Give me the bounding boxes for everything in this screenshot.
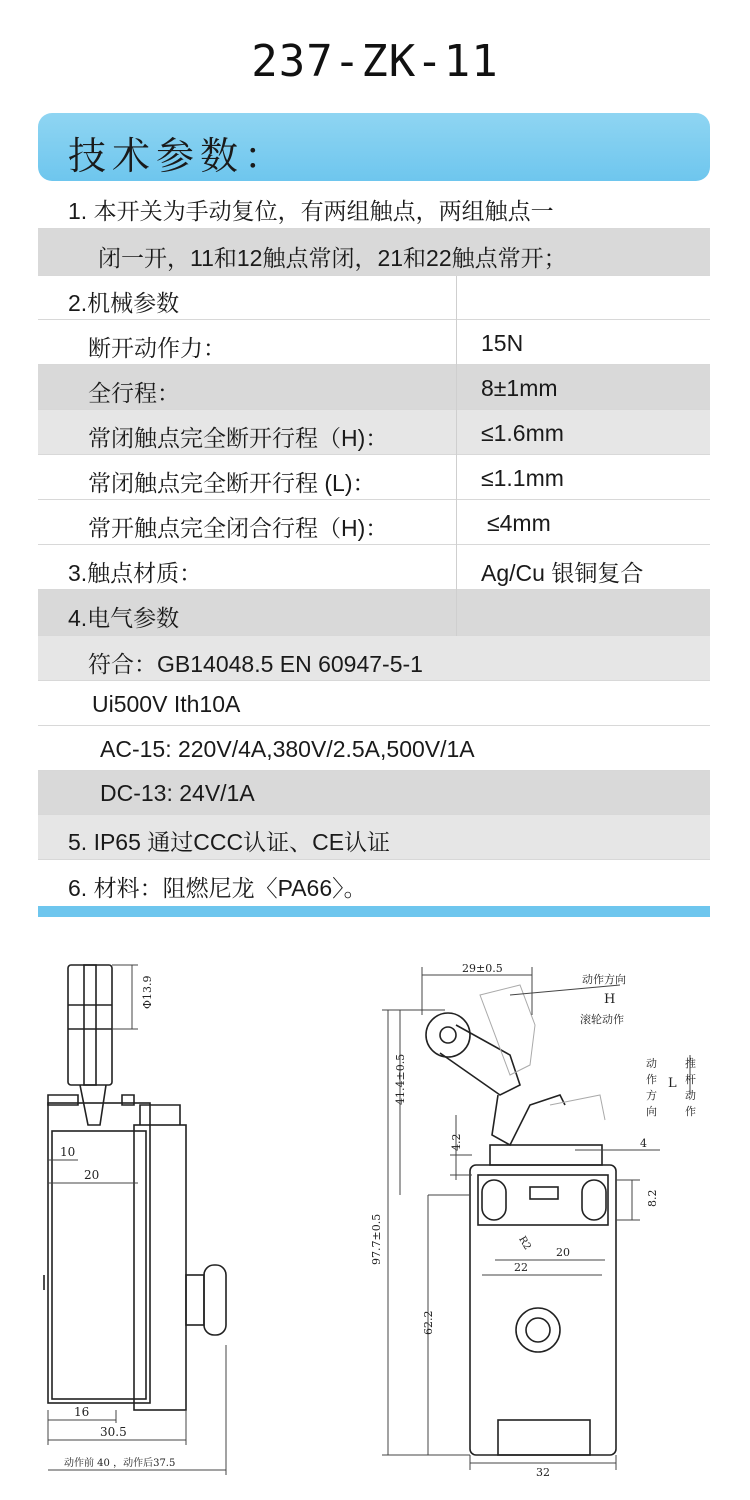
desc-row-1 [38,183,710,229]
elec-row [38,771,710,815]
mech-row [38,500,710,545]
cert-text: 5. IP65 通过CCC认证、CE认证 [68,829,391,855]
dim-label: 动作方向 [582,973,626,986]
elec-line: AC-15: 220V/4A,380V/2.5A,500V/1A [100,736,475,762]
desc-line-2: 闭一开，11和12触点常闭，21和22触点常开； [98,245,567,271]
mech-header: 2.机械参数 [68,290,180,316]
mech-row [38,455,710,500]
dim-label: 32 [536,1466,550,1479]
dim-label: 方 [646,1089,657,1102]
mech-value: 8±1mm [481,375,558,401]
dim-label: 滚轮动作 [580,1013,624,1026]
side-view-drawing [30,945,250,1485]
mech-label: 全行程： [88,380,180,406]
dim-label: R2 [516,1234,533,1253]
dim-label: 41.4±0.5 [394,1053,407,1105]
dim-label: 4 [640,1137,647,1150]
contact-material-row [38,545,710,590]
dim-label: 推 [685,1057,696,1070]
mech-value: ≤1.6mm [481,420,564,446]
dim-label: 30.5 [100,1425,127,1439]
dim-label: 杆 [685,1073,696,1086]
desc-row-2 [38,229,710,276]
elec-row [38,636,710,681]
dim-label: 动作前 40 ，动作后37.5 [64,1458,176,1469]
elec-line: 符合：GB14048.5 EN 60947-5-1 [88,651,423,677]
dim-label: 作 [685,1105,696,1118]
mech-value: ≤1.1mm [481,465,564,491]
section-banner [38,113,710,181]
mech-label: 常闭触点完全断开行程 (L)： [88,470,376,496]
elec-header-row [38,590,710,636]
dim-label: 10 [60,1145,76,1159]
dim-label: 62.2 [422,1310,435,1335]
dim-label: L [668,1076,677,1091]
elec-header: 4.电气参数 [68,605,180,631]
dim-label: 20 [556,1246,570,1259]
mech-label: 常开触点完全闭合行程（H)： [88,515,389,541]
dim-label: 作 [646,1073,657,1086]
elec-row [38,681,710,726]
mech-value: 15N [481,330,524,356]
dim-label: 22 [514,1261,528,1274]
dim-label: 动 [646,1057,657,1070]
mech-row [38,320,710,365]
table-column-divider [456,276,457,636]
dim-label: 16 [74,1405,90,1419]
cert-row [38,815,710,860]
mech-value: ≤4mm [487,510,551,536]
dim-label: 动 [685,1089,696,1102]
product-title: 237-ZK-11 [251,36,499,87]
dim-label: 29±0.5 [462,962,503,975]
mech-row [38,365,710,410]
dim-label: 97.7±0.5 [370,1213,383,1265]
elec-row [38,726,710,771]
section-divider-bar [38,906,710,917]
mech-label: 常闭触点完全断开行程（H)： [88,425,389,451]
dim-label: 向 [646,1105,657,1118]
section-header: 技术参数： [68,134,289,178]
material-row [38,860,710,906]
dim-label: 20 [84,1168,100,1182]
material-text: 6. 材料：阻燃尼龙〈PA66〉。 [68,875,367,901]
contact-material-value: Ag/Cu 银铜复合 [481,560,644,586]
mech-row [38,410,710,455]
dim-label: 4.2 [450,1133,463,1151]
elec-line: DC-13: 24V/1A [100,780,255,806]
mech-label: 断开动作力： [88,335,226,361]
elec-line: Ui500V Ith10A [92,691,241,717]
mech-header-row [38,276,710,320]
dim-label: Φ13.9 [141,975,154,1009]
desc-line-1: 1. 本开关为手动复位，有两组触点，两组触点一 [68,198,554,224]
dim-label: H [604,992,616,1007]
front-view-drawing [360,955,740,1485]
contact-material-label: 3.触点材质： [68,560,203,586]
dim-label: 8.2 [646,1189,659,1207]
